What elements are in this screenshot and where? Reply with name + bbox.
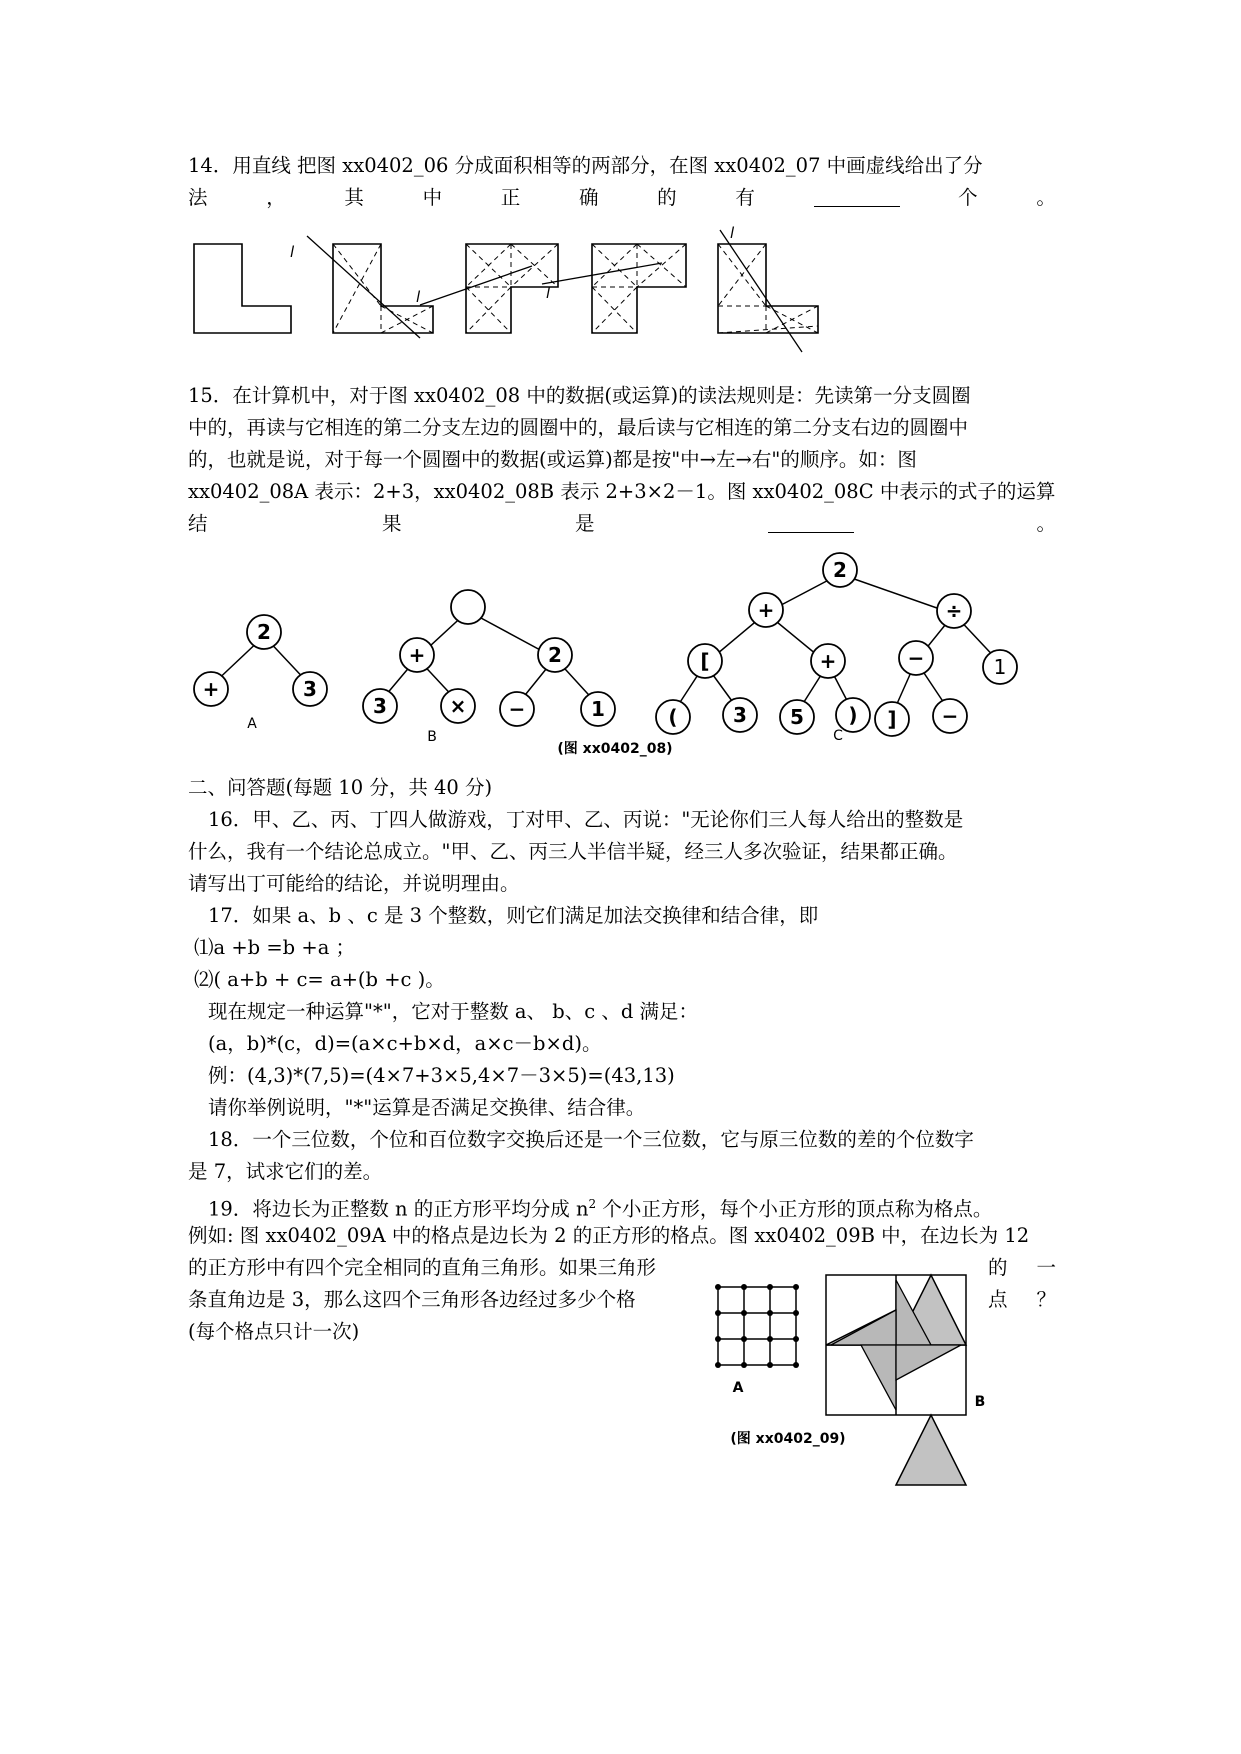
q19-word: 的 (988, 1256, 1008, 1279)
line-l-2 (420, 266, 532, 305)
line-l-label: l (730, 224, 735, 242)
q14-word: 其 (344, 186, 364, 209)
answer-blank[interactable] (768, 512, 854, 533)
q19-line3-text: 的正方形中有四个完全相同的直角三角形。如果三角形 (188, 1256, 657, 1279)
figure-l-shapes (190, 222, 830, 352)
line-l-label: l (416, 288, 421, 306)
tree-c-c: − (907, 646, 925, 670)
q16-line1: 16．甲、乙、丙、丁四人做游戏，丁对甲、乙、丙说："无论你们三人每人给出的整数是 (208, 808, 964, 831)
tree-b-label: B (427, 729, 437, 745)
q14-line1: 14．用直线 把图 xx0402_06 分成面积相等的两部分，在图 xx0402_07 中画虚线给出了分 (188, 154, 983, 177)
q19-line1-part: 19．将边长为正整数 n 的正方形平均分成 n (208, 1197, 589, 1221)
tree-c-g: 5 (790, 705, 804, 729)
q17-line3: ⑵( a+b + c= a+(b +c )。 (194, 968, 445, 991)
tree-b-rl: − (508, 697, 526, 721)
q19-line5: (每个格点只计一次) (188, 1320, 360, 1343)
q17-line1: 17．如果 a、b 、c 是 3 个整数，则它们满足加法交换律和结合律，即 (208, 904, 819, 927)
figure-b-label: B (974, 1394, 986, 1410)
q19-word: ？ (1036, 1288, 1056, 1311)
q18-line1: 18．一个三位数，个位和百位数字交换后还是一个三位数，它与原三位数的差的个位数字 (208, 1128, 974, 1151)
tree-a-right: 3 (303, 677, 317, 701)
tree-c-l1: + (757, 598, 775, 622)
tree-a-root: 2 (257, 620, 271, 644)
l-shape-4 (718, 244, 818, 333)
q17-line4: 现在规定一种运算"*"，它对于整数 a、 b、c 、d 满足： (208, 1000, 698, 1023)
figure-expression-trees (180, 550, 1060, 755)
tree-b-r1: 2 (548, 643, 562, 667)
q19-word: 点 (988, 1288, 1008, 1311)
q15-line3: 的，也就是说，对于每一个圆圈中的数据(或运算)都是按"中→左→右"的顺序。如：图 (188, 448, 917, 471)
q17-line7: 请你举例说明，"*"运算是否满足交换律、结合律。 (208, 1096, 646, 1119)
tree-c-j: − (941, 704, 959, 728)
q15-word: 。 (1036, 512, 1056, 535)
tree-c-r1: ÷ (945, 599, 963, 623)
section-title: 二、问答题(每题 10 分，共 40 分) (188, 776, 493, 799)
q15-line4: xx0402_08A 表示：2+3，xx0402_08B 表示 2+3×2－1。图 xx0402_08C 中表示的式子的运算 (188, 480, 1056, 503)
tree-a-label: A (247, 716, 257, 732)
q14-line2 (188, 186, 1056, 210)
q15-word: 是 (575, 512, 595, 535)
q15-line1: 15．在计算机中，对于图 xx0402_08 中的数据(或运算)的读法规则是：先读第一分支圆圈 (188, 384, 971, 407)
q15-word: 结 (188, 512, 208, 535)
q17-line2: ⑴a +b =b +a ； (194, 936, 356, 959)
q19-word: 一 (1036, 1256, 1056, 1279)
figure-caption: (图 xx0402_08) (557, 741, 673, 757)
tree-c-d: 1 (993, 655, 1007, 679)
q19-line1 (208, 1192, 1056, 1222)
q19-line4-text: 条直角边是 3，那么这四个三角形各边经过多少个格 (188, 1288, 636, 1311)
figure-caption: (图 xx0402_09) (730, 1431, 846, 1447)
tree-b-lr: × (449, 694, 467, 718)
q14-word: 有 (735, 186, 755, 209)
q15-word: 果 (382, 512, 402, 535)
tree-a-left: + (202, 677, 220, 701)
q18-line2: 是 7，试求它们的差。 (188, 1160, 383, 1183)
tree-b-ll: 3 (373, 694, 387, 718)
line-l-label: l (546, 284, 551, 302)
l-shape-original (194, 244, 291, 333)
line-l-1 (307, 236, 420, 338)
tree-c-h: ) (848, 703, 858, 727)
q15-line2: 中的，再读与它相连的第二分支左边的圆圈中的，最后读与它相连的第二分支右边的圆圈中 (188, 416, 969, 439)
tree-b-l1: + (408, 643, 426, 667)
q14-word: 正 (500, 186, 521, 209)
tree-c-a: [ (700, 649, 710, 673)
q16-line3: 请写出丁可能给的结论，并说明理由。 (188, 872, 520, 895)
q14-word: 的 (657, 186, 677, 209)
q14-word: 。 (1036, 186, 1056, 209)
line-l-label: l (290, 243, 295, 261)
q14-word: 确 (578, 186, 599, 209)
q14-word: 个 (958, 186, 978, 209)
tree-c-f: 3 (733, 703, 747, 727)
q17-line6: 例：(4,3)*(7,5)=(4×7+3×5,4×7－3×5)=(43,13) (208, 1064, 675, 1087)
q16-line2: 什么，我有一个结论总成立。"甲、乙、丙三人半信半疑，经三人多次验证，结果都正确。 (188, 840, 958, 863)
figure-grid-squares (700, 1275, 1000, 1450)
tree-c-i: ] (887, 707, 897, 731)
q14-word: 中 (422, 186, 443, 209)
tree-c-root: 2 (833, 558, 847, 582)
q19-line1-part: 个小正方形，每个小正方形的顶点称为格点。 (596, 1197, 993, 1221)
tree-c-label: C (833, 728, 843, 744)
tree-c-b: + (819, 649, 837, 673)
q19-line2: 例如: 图 xx0402_09A 中的格点是边长为 2 的正方形的格点。图 xx0402_09B 中，在边长为 12 (188, 1224, 1030, 1247)
tree-b-rr: 1 (591, 697, 605, 721)
q14-word: ， (266, 186, 286, 209)
q19-superscript: 2 (588, 1197, 597, 1211)
answer-blank[interactable] (814, 186, 900, 207)
tree-c-e: ( (668, 705, 678, 729)
q14-word: 法 (188, 186, 208, 209)
figure-a-label: A (732, 1380, 744, 1396)
q17-line5: (a，b)*(c，d)=(a×c+b×d，a×c－b×d)。 (208, 1032, 602, 1055)
